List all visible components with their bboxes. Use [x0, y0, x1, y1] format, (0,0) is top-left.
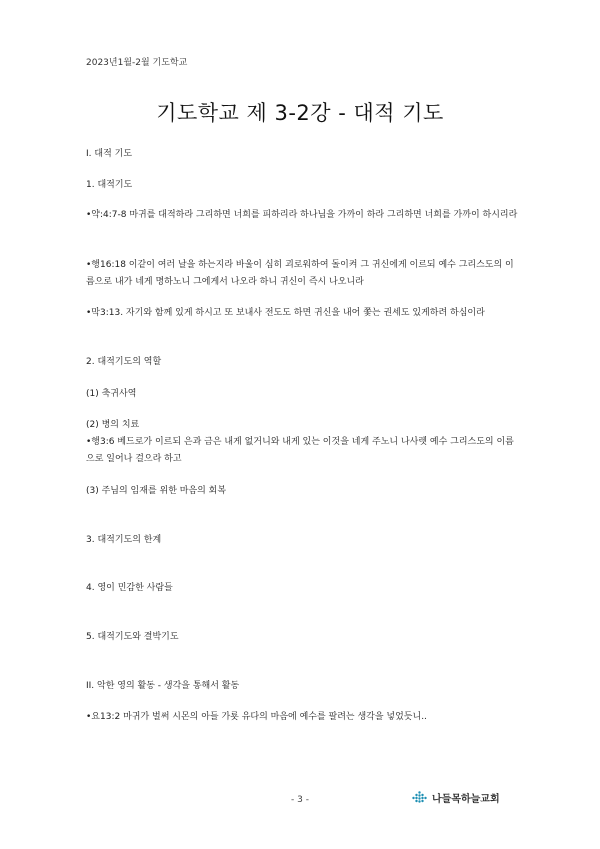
- subsection-heading: 3. 대적기도의 한계: [86, 535, 162, 545]
- scripture-verse: •약:4:7-8 마귀를 대적하라 그리하면 너희를 피하리라 하나님을 가까이 하라 그리하면 너희를 가까이 하시리라: [86, 210, 518, 220]
- page-title: 기도학교 제 3-2강 - 대적 기도: [156, 101, 444, 125]
- subsection-heading: 4. 영이 민감한 사람들: [86, 583, 173, 593]
- scripture-verse: •행16:18 이같이 여러 날을 하는지라 바울이 심히 괴로워하여 돌이켜 그 귀신에게 이르되 예수 그리스도의 이름으로 내가 네게 명하노니 그에게서 나오라 하니 귀신이 즉시 나오니라: [86, 260, 514, 287]
- section-heading: I. 대적 기도: [86, 149, 133, 159]
- list-item: (2) 병의 치료: [86, 420, 140, 430]
- header-note: 2023년1월-2월 기도학교: [86, 58, 188, 68]
- subsection-heading: 2. 대적기도의 역할: [86, 357, 162, 367]
- list-item: (1) 축귀사역: [86, 389, 137, 399]
- page-number: - 3 -: [291, 795, 309, 805]
- list-item: (3) 주님의 임재를 위한 마음의 회복: [86, 486, 227, 496]
- scripture-verse: •막3:13. 자기와 함께 있게 하시고 또 보내사 전도도 하면 귀신을 내어 쫓는 권세도 있게하려 하심이라: [86, 308, 485, 318]
- subsection-heading: 5. 대적기도와 결박기도: [86, 632, 179, 642]
- church-logo: [412, 790, 500, 805]
- scripture-verse: •요13:2 마귀가 벌써 시몬의 아들 가룟 유다의 마음에 예수를 팔려는 생각을 넣었듯니..: [86, 712, 427, 722]
- dots-logo-icon: [412, 791, 428, 805]
- subsection-heading: 1. 대적기도: [86, 180, 133, 190]
- section-heading: II. 악한 영의 활동 - 생각을 통해서 활동: [86, 681, 240, 691]
- church-name: 나들목하늘교회: [432, 794, 500, 805]
- scripture-verse: •행3:6 베드로가 이르되 은과 금은 내게 없거니와 내게 있는 이것을 네게 주노니 나사렛 예수 그리스도의 이름으로 일어나 걸으라 하고: [86, 437, 514, 464]
